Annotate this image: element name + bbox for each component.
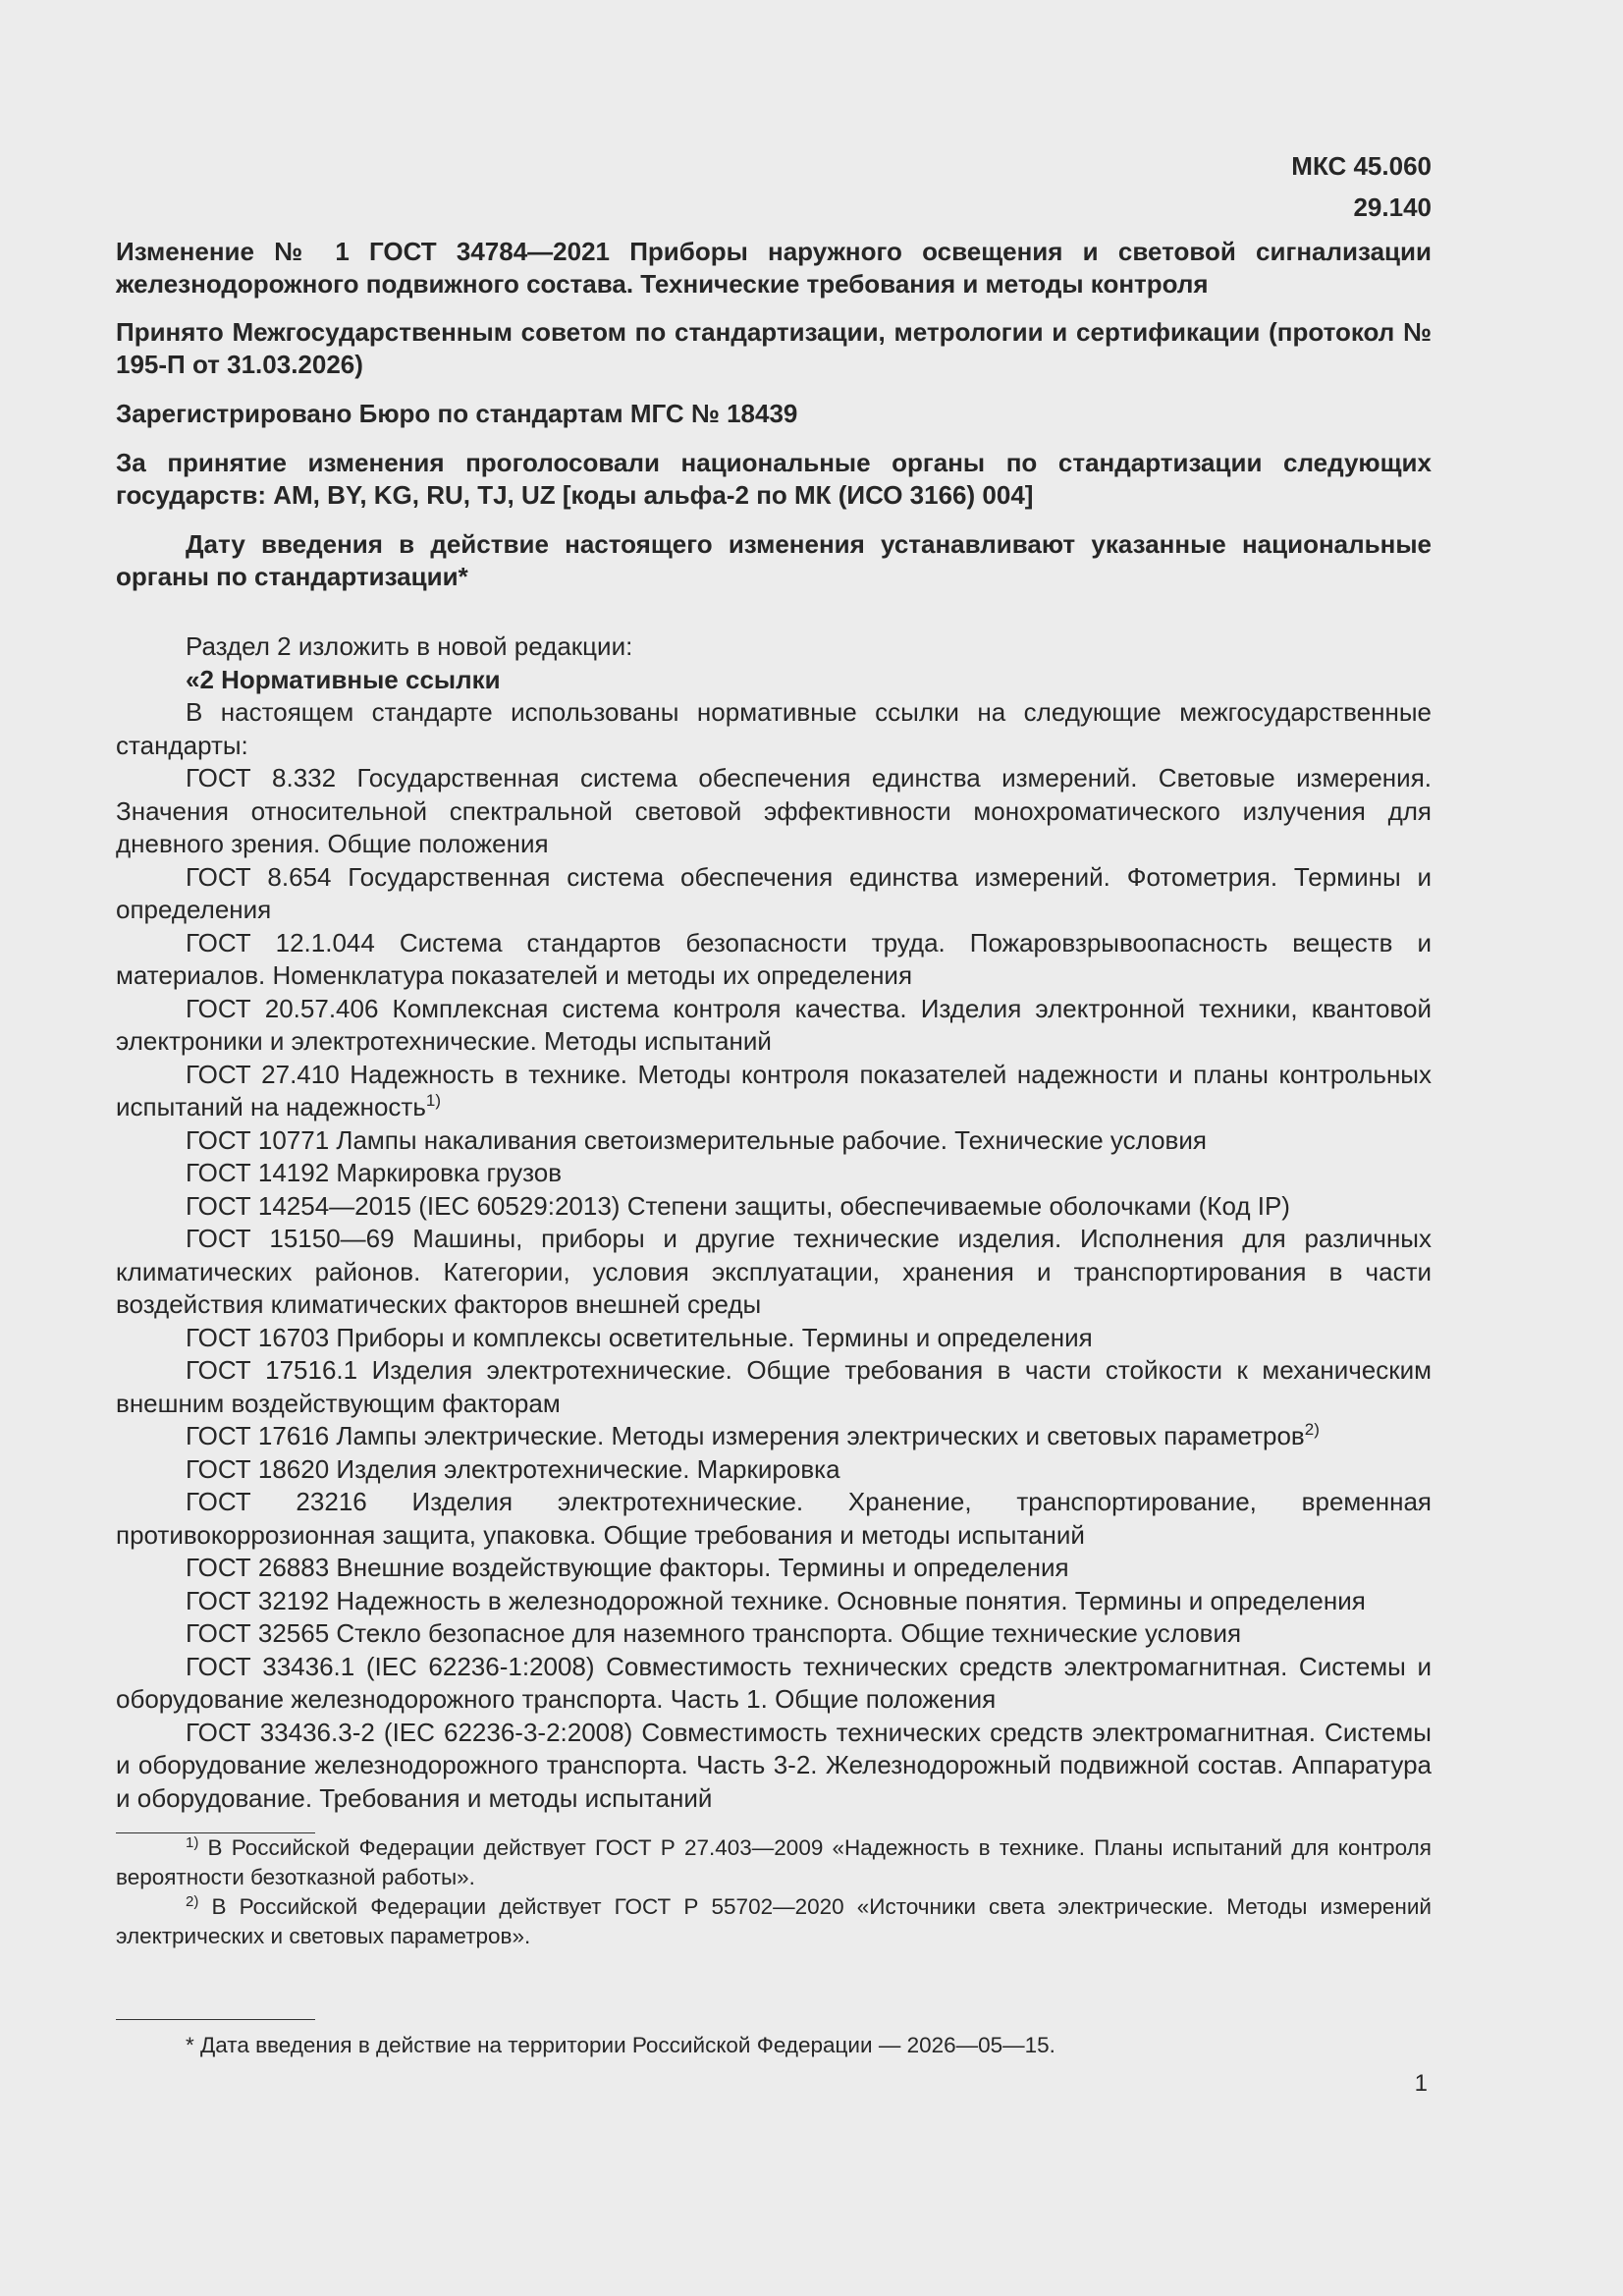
reference-item xyxy=(116,1059,1432,1124)
reference-text: ГОСТ 16703 Приборы и комплексы осветительные. Термины и определения xyxy=(186,1322,1093,1352)
footnote xyxy=(116,1833,1432,1892)
reference-text: ГОСТ 18620 Изделия электротехнические. Маркировка xyxy=(186,1453,840,1484)
reference-item xyxy=(116,1420,1432,1453)
reference-text: ГОСТ 17616 Лампы электрические. Методы измерения электрических и световых параметров xyxy=(186,1421,1305,1450)
registered-line: Зарегистрировано Бюро по стандартам МГС № 18439 xyxy=(116,399,798,428)
reference-text: ГОСТ 8.654 Государственная система обеспечения единства измерений. Фотометрия. Термины и определения xyxy=(116,861,1432,924)
references-list xyxy=(116,762,1432,1815)
amendment-body xyxy=(116,630,1432,1815)
footnote-mark: 1) xyxy=(186,1834,199,1851)
reference-item xyxy=(116,1190,1432,1224)
reference-item xyxy=(116,1486,1432,1552)
reference-item xyxy=(116,1651,1432,1717)
reference-item xyxy=(116,1717,1432,1816)
mks-code: МКС 45.060 xyxy=(1291,151,1432,181)
reference-text: ГОСТ 20.57.406 Комплексная система контроля качества. Изделия электронной техники, квантовой электроники и электротехнические. Методы испытаний xyxy=(116,993,1432,1056)
effective-date-footnote: * Дата введения в действие на территории Российской Федерации — 2026—05—15. xyxy=(186,2033,1055,2057)
reference-text: ГОСТ 32565 Стекло безопасное для наземного транспорта. Общие технические условия xyxy=(186,1618,1242,1648)
reference-text: ГОСТ 26883 Внешние воздействующие факторы. Термины и определения xyxy=(186,1553,1069,1582)
effective-date-line: Дату введения в действие настоящего изменения устанавливают указанные национальные органы по стандартизации* xyxy=(116,529,1432,591)
reference-item xyxy=(116,1322,1432,1355)
reference-text: ГОСТ 14254—2015 (IEC 60529:2013) Степени защиты, обеспечиваемые оболочками (Код IP) xyxy=(186,1190,1290,1221)
amendment-title: Изменение № 1 ГОСТ 34784—2021 Приборы наружного освещения и световой сигнализации железнодорожного подвижного состава. Технические требования и методы контроля xyxy=(116,237,1432,299)
main-content xyxy=(116,236,1432,1951)
reference-text: ГОСТ 23216 Изделия электротехнические. Хранение, транспортирование, временная противокоррозионная защита, упаковка. Общие требования и методы испытаний xyxy=(116,1487,1432,1550)
reference-text: ГОСТ 33436.3-2 (IEC 62236-3-2:2008) Совместимость технических средств электромагнитная. Системы и оборудование железнодорожного транспорта. Часть 3-2. Железнодорожный подвижной состав. Аппаратура и оборудование. Требования и методы испытаний xyxy=(116,1717,1432,1813)
reference-item xyxy=(116,1552,1432,1585)
star-footnote-separator xyxy=(116,2019,315,2020)
reference-text: ГОСТ 33436.1 (IEC 62236-1:2008) Совместимость технических средств электромагнитная. Системы и оборудование железнодорожного транспорта. Часть 1. Общие положения xyxy=(116,1651,1432,1714)
reference-text: ГОСТ 14192 Маркировка грузов xyxy=(186,1158,563,1187)
footnotes xyxy=(116,1833,1432,1951)
footnote-text: В Российской Федерации действует ГОСТ Р 27.403—2009 «Надежность в технике. Планы испытаний для контроля вероятности безотказной работы». xyxy=(116,1835,1432,1889)
footnote-mark: 2) xyxy=(186,1893,199,1910)
mks-codes xyxy=(1291,145,1432,228)
voted-line: За принятие изменения проголосовали национальные органы по стандартизации следующих государств: AM, BY, KG, RU, TJ, UZ [коды альфа-2 по МК (ИСО 3166) 004] xyxy=(116,448,1432,510)
reference-item xyxy=(116,1585,1432,1618)
reference-text: ГОСТ 27.410 Надежность в технике. Методы контроля показателей надежности и планы контрольных испытаний на надежность xyxy=(116,1059,1432,1121)
reference-item xyxy=(116,762,1432,861)
reference-item xyxy=(116,927,1432,993)
mks-code: 29.140 xyxy=(1353,192,1432,222)
adopted-line: Принято Межгосударственным советом по стандартизации, метрологии и сертификации (протокол № 195-П от 31.03.2026) xyxy=(116,317,1432,379)
reference-item xyxy=(116,1354,1432,1420)
section-title: «2 Нормативные ссылки xyxy=(186,664,501,694)
page-number: 1 xyxy=(1414,2070,1428,2097)
reference-item xyxy=(116,861,1432,927)
reference-text: ГОСТ 15150—69 Машины, приборы и другие технические изделия. Исполнения для различных климатических районов. Категории, условия эксплуатации, хранения и транспортирования в части воздействия климатических факторов внешней среды xyxy=(116,1224,1432,1319)
reference-item xyxy=(116,1617,1432,1651)
reference-item xyxy=(116,1124,1432,1158)
reference-text: ГОСТ 8.332 Государственная система обеспечения единства измерений. Световые измерения. Значения относительной спектральной световой эффективности монохроматического излучения для дневного зрения. Общие положения xyxy=(116,763,1432,858)
intro-line: Раздел 2 изложить в новой редакции: xyxy=(186,631,633,661)
footnote-text: В Российской Федерации действует ГОСТ Р 55702—2020 «Источники света электрические. Методы измерений электрических и световых параметров». xyxy=(116,1894,1432,1948)
reference-item xyxy=(116,1157,1432,1190)
reference-item xyxy=(116,1223,1432,1322)
reference-item xyxy=(116,1453,1432,1487)
reference-text: ГОСТ 17516.1 Изделия электротехнические. Общие требования в части стойкости к механическим внешним воздействующим факторам xyxy=(116,1355,1432,1418)
reference-text: ГОСТ 12.1.044 Система стандартов безопасности труда. Пожаровзрывоопасность веществ и материалов. Номенклатура показателей и методы их определения xyxy=(116,927,1432,990)
footnote-ref: 1) xyxy=(425,1091,441,1110)
reference-text: ГОСТ 32192 Надежность в железнодорожной технике. Основные понятия. Термины и определения xyxy=(186,1585,1366,1615)
reference-item xyxy=(116,993,1432,1059)
reference-text: ГОСТ 10771 Лампы накаливания светоизмерительные рабочие. Технические условия xyxy=(186,1124,1207,1155)
lead-paragraph: В настоящем стандарте использованы нормативные ссылки на следующие межгосударственные стандарты: xyxy=(116,697,1432,760)
footnote xyxy=(116,1892,1432,1951)
footnote-ref: 2) xyxy=(1304,1420,1320,1439)
